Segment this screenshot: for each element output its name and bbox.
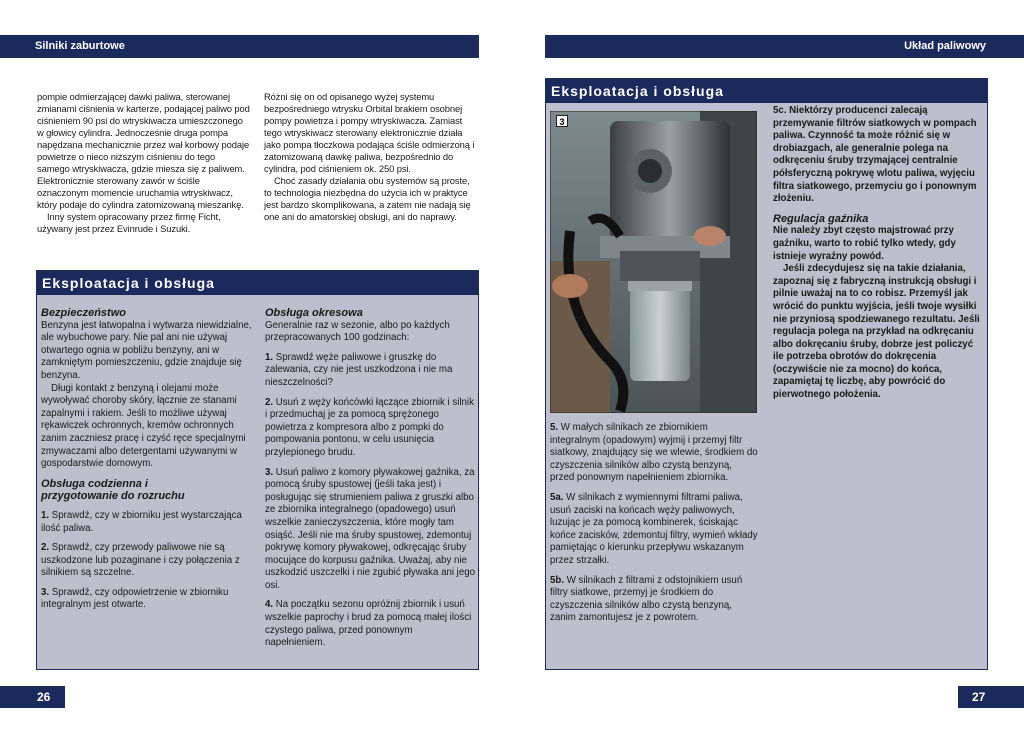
page-number-left xyxy=(0,686,65,708)
safety-heading: Bezpieczeństwo xyxy=(41,307,126,319)
left-text-column-2 xyxy=(264,91,478,223)
list-item-text: Usuń z węży końcówki łączące zbiornik i silnik i przedmuchaj je za pomocą sprężonego powietrza z kompresora albo z pompki do pompowania pontonu, w celu usunięcia przylepionego brudu. xyxy=(265,396,474,458)
carburetor-text: Jeśli zdecydujesz się na takie działania, zapoznaj się z fabryczną instrukcją obsługi i pilnie uważaj na to co robisz. Przemyśl jak wrócić do punktu wyjścia, jeśli twoje wysiłki nie przyniosą spodziewanego rezultatu. Jeśli regulacja polega na przykład na odkręcaniu albo dokręcaniu śruby, dobrze jest policzyć ile potrzeba obrotów do dokręcenia (oczywiście nie za mocno) do końca, zapamiętaj tę liczbę, aby powrócić do pierwotnego położenia. xyxy=(773,263,980,401)
list-item xyxy=(41,587,254,612)
list-item-number: 2. xyxy=(41,542,50,554)
list-item xyxy=(550,492,758,568)
list-item xyxy=(550,422,758,485)
box-title: Eksploatacja i obsługa xyxy=(546,79,987,103)
list-item xyxy=(550,575,758,625)
list-item-text: Sprawdź, czy odpowietrzenie w zbiorniku integralnym jest otwarte. xyxy=(41,586,229,611)
page-number-right xyxy=(958,686,1024,708)
list-item-text: W małych silnikach ze zbiornikiem integralnym (opadowym) wyjmij i przemyj filtr siatkowy, znajdujący się we wlewie, środkiem do czyszczenia silników albo czystą benzyną, przed ponownym napełnieniem zbiornika. xyxy=(550,422,758,484)
list-item-number: 1. xyxy=(265,351,274,363)
list-item-number: 5a. xyxy=(550,491,564,503)
periodic-intro: Generalnie raz w sezonie, albo po każdych przepracowanych 100 godzinach: xyxy=(265,319,450,344)
list-item-number: 5. xyxy=(550,422,559,433)
list-item xyxy=(265,352,475,390)
list-item-text: Niektórzy producenci zalecają przemywanie filtrów siatkowych w pompach paliwa. Czynność ta może różnić się w drobiazgach, ale generalnie polega na odkręceniu śruby trzymającej centralnie półsferyczną pokrywę wlotu paliwa, wyjęciu filtra siatkowego, przemyciu go i ponownym złożeniu. xyxy=(773,105,977,205)
page-number-text: 26 xyxy=(37,690,51,704)
list-item-number: 2. xyxy=(265,396,274,408)
list-item xyxy=(41,542,254,580)
maintenance-box-left xyxy=(36,270,479,670)
list-item-text: W silnikach z wymiennymi filtrami paliwa, usuń zaciski na końcach węży paliwowych, luzując je za pomocą kombinerek, ściskając końce zacisków, zdemontuj filtry, wymień wkłady pamiętając o kierunku przepływu wskazanym przez strzałki. xyxy=(550,491,758,566)
carburetor-text: Nie należy zbyt często majstrować przy gaźniku, warto to robić tylko wtedy, gdy istnieje wyraźny powód. xyxy=(773,225,956,262)
body-paragraph: pompie odmierzającej dawki paliwa, sterowanej zmianami ciśnienia w karterze, podającej paliwo pod ciśnieniem 90 psi do wtryskiwacza umieszczonego w głowicy cylindra. Jednocześnie druga pompa napędzana mechanicznie przez wał korbowy podaje powietrze o nieco niższym ciśnieniu do tego samego wtryskiwacza, gdzie miesza się z paliwem. Elektronicznie sterowany zawór w ściśle oznaczonym momencie uruchamia wtryskiwacz, który podaje do cylindra zatomizowaną mieszankę. xyxy=(37,91,250,210)
left-text-column-1 xyxy=(37,91,250,235)
running-header-right xyxy=(545,35,1024,58)
list-item xyxy=(265,467,475,593)
list-item xyxy=(773,105,986,206)
list-item xyxy=(41,510,254,535)
list-item-text: W silnikach z filtrami z odstojnikiem usuń filtry siatkowe, przemyj je środkiem do czyszczenia silników albo czystą benzyną, zanim zamontujesz je z powrotem. xyxy=(550,574,743,624)
prep-heading: Obsługa codzienna i przygotowanie do rozruchu xyxy=(41,477,185,503)
list-item-number: 5b. xyxy=(550,574,564,586)
box-column-right xyxy=(773,105,986,402)
box-column-1 xyxy=(41,307,254,612)
list-item-text: Sprawdź, czy przewody paliwowe nie są uszkodzone lub pozaginane i czy połączenia z silnikiem są szczelne. xyxy=(41,542,240,579)
list-item xyxy=(265,599,475,649)
page-number-text: 27 xyxy=(972,690,986,704)
list-item-text: Usuń paliwo z komory pływakowej gaźnika, za pomocą śruby spustowej (jeśli taka jest) i posługując się strumieniem paliwa z gruszki albo ze zbiornika integralnego (opadowego) usuń wszelkie zanieczyszczenia, które mogły tam osiąść. Jeśli nie ma śruby spustowej, zdemontuj pokrywę komory pływakowej, odkręcając śruby mocujące do korpusu gaźnika. Uważaj, aby nie uszkodzić uszczelki i nie zgubić pływaka ani jego osi. xyxy=(265,466,475,591)
safety-text: Długi kontakt z benzyną i olejami może wywoływać choroby skóry, łącznie ze stanami zapalnymi i rakiem. Jeśli to możliwe używaj rękawiczek ochronnych, kremów ochronnych zanim zaczniesz pracę i czyść ręce specjalnymi zmywaczami albo detergentami używanymi w gospodarstwie domowym. xyxy=(41,382,246,470)
list-item-text: Sprawdź węże paliwowe i gruszkę do zalewania, czy nie jest uszkodzona i nie ma nieszczelności? xyxy=(265,351,453,388)
motor-illustration xyxy=(550,111,757,413)
carburetor-heading: Regulacja gaźnika xyxy=(773,212,869,225)
body-paragraph: Różni się on od opisanego wyżej systemu bezpośredniego wtrysku Orbital brakiem osobnej pompy powietrza i pompy wtryskiwacza. Zamiast tego wtryskiwacz sterowany elektronicznie działa jako pompa tłoczkowa podająca ściśle odmierzoną i zatomizowaną dawkę paliwa, bezpośrednio do cylindra, pod ciśnieniem ok. 250 psi. xyxy=(264,91,475,174)
list-item-number: 1. xyxy=(41,509,50,521)
periodic-heading: Obsługa okresowa xyxy=(265,307,363,319)
header-right-text: Układ paliwowy xyxy=(904,40,986,52)
list-item-text: Sprawdź, czy w zbiorniku jest wystarczająca ilość paliwa. xyxy=(41,509,242,534)
box-title: Eksploatacja i obsługa xyxy=(37,271,478,295)
list-item-number: 3. xyxy=(265,466,274,478)
header-left-text: Silniki zaburtowe xyxy=(35,40,125,52)
list-item-text: Na początku sezonu opróżnij zbiornik i usuń wszelkie paprochy i brud za pomocą małej ilości czystego paliwa, przed ponownym napełnieniem. xyxy=(265,599,472,649)
list-item-number: 5c. xyxy=(773,105,787,116)
photo-number-badge: 3 xyxy=(556,115,568,127)
body-paragraph: Choć zasady działania obu systemów są proste, to technologia niezbędna do użycia ich w praktyce jest bardzo skomplikowana, a zatem nie nadają się one ani do amatorskiej obsługi, ani do naprawy. xyxy=(264,175,471,222)
list-item xyxy=(265,397,475,460)
running-header-left xyxy=(0,35,479,58)
photo-caption-column xyxy=(550,422,758,625)
list-item-number: 3. xyxy=(41,586,50,598)
safety-text: Benzyna jest łatwopalna i wytwarza niewidzialne, ale wybuchowe pary. Nie pal ani nie używaj otwartego ognia w pobliżu benzyny, ani w zamkniętym pomieszczeniu, gdzie znajduje się benzyna. xyxy=(41,319,252,381)
box-column-2 xyxy=(265,307,475,650)
body-paragraph: Inny system opracowany przez firmę Ficht, używany jest przez Evinrude i Suzuki. xyxy=(37,211,221,234)
fuel-filter-photo xyxy=(550,111,757,413)
list-item-number: 4. xyxy=(265,599,274,611)
